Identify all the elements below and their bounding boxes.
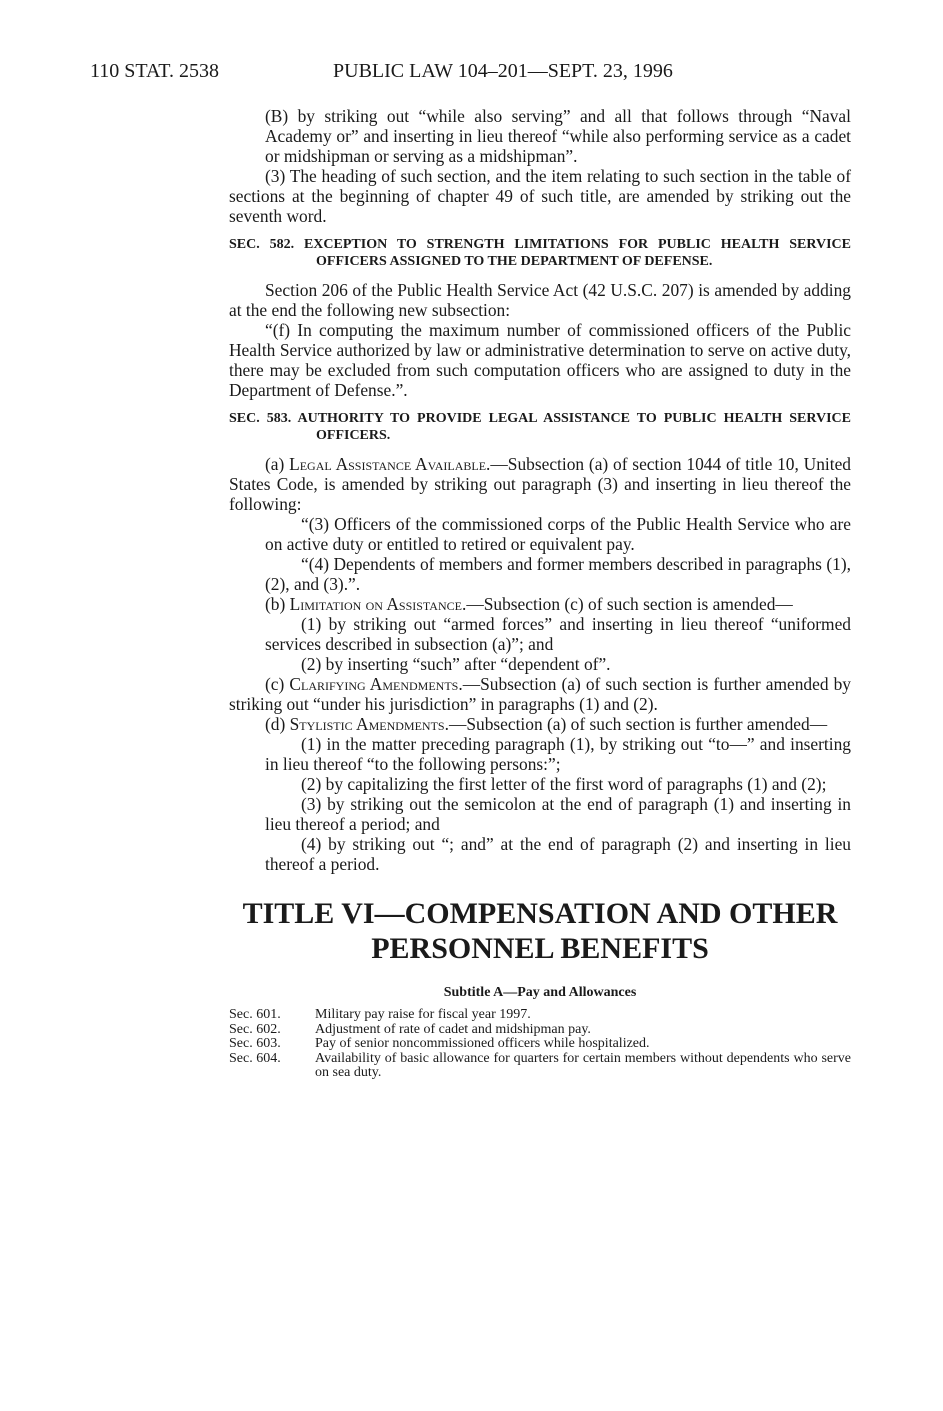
toc-section-number: Sec. 601. <box>229 1007 281 1022</box>
toc-section-title: Adjustment of rate of cadet and midshipman pay. <box>315 1021 591 1037</box>
sec-583-heading: SEC. 583. AUTHORITY TO PROVIDE LEGAL ASSISTANCE TO PUBLIC HEALTH SERVICE OFFICERS. <box>229 411 851 443</box>
page-header <box>0 60 943 86</box>
toc-section-number: Sec. 602. <box>229 1021 281 1037</box>
table-of-sections <box>229 1008 851 1081</box>
b-text: —Subsection (c) of such section is amended— <box>466 594 793 614</box>
toc-section-title: Availability of basic allowance for quarters for certain members without dependents who serve on sea duty. <box>315 1050 851 1080</box>
sec-583-a <box>229 454 851 514</box>
d-caption: Stylistic Amendments. <box>289 714 449 734</box>
toc-section-number: Sec. 603. <box>229 1036 281 1051</box>
sec-583-d <box>229 714 851 734</box>
sec-583-d-4: (4) by striking out “; and” at the end of paragraph (2) and inserting in lieu thereof a period. <box>265 834 851 874</box>
b-label: (b) <box>265 594 290 614</box>
toc-entry <box>229 1037 851 1052</box>
subtitle-a-heading: Subtitle A—Pay and Allowances <box>443 985 637 1000</box>
sec-583-d-2: (2) by capitalizing the first letter of the first word of paragraphs (1) and (2); <box>301 774 827 794</box>
law-reference: PUBLIC LAW 104–201—SEPT. 23, 1996 <box>333 60 673 82</box>
toc-entry <box>229 1023 851 1038</box>
c-label: (c) <box>265 674 290 694</box>
paragraph-3: (3) The heading of such section, and the item relating to such section in the table of sections at the beginning of chapter 49 of such title, are amended by striking out the seventh word. <box>229 166 851 226</box>
toc-section-title: Pay of senior noncommissioned officers while hospitalized. <box>315 1036 650 1051</box>
sec-583-a-quote-4: “(4) Dependents of members and former members described in paragraphs (1), (2), and (3).”. <box>265 554 851 594</box>
d-label: (d) <box>265 714 290 734</box>
c-text: —Subsection (a) of such section is further amended by striking out “under his jurisdiction” in paragraphs (1) and (2). <box>229 674 852 714</box>
sec-583-d-3: (3) by striking out the semicolon at the end of paragraph (1) and inserting in lieu thereof a period; and <box>265 794 851 834</box>
sec-583-b-2: (2) by inserting “such” after “dependent of”. <box>301 654 611 674</box>
toc-entry <box>229 1008 851 1023</box>
sec-582-heading: SEC. 582. EXCEPTION TO STRENGTH LIMITATIONS FOR PUBLIC HEALTH SERVICE OFFICERS ASSIGNED TO THE DEPARTMENT OF DEFENSE. <box>229 237 851 269</box>
a-caption: Legal Assistance Available. <box>289 454 491 474</box>
sec-582-subsection-f: “(f) In computing the maximum number of commissioned officers of the Public Health Service authorized by law or administrative determination to serve on active duty, there may be excluded from such computation officers who are assigned to duty in the Department of Defense.”. <box>229 320 851 400</box>
sec-583-d-1: (1) in the matter preceding paragraph (1), by striking out “to—” and inserting in lieu thereof “to the following persons:”; <box>265 734 851 774</box>
title-vi-heading: TITLE VI—COMPENSATION AND OTHER PERSONNEL BENEFITS <box>242 897 838 965</box>
b-caption: Limitation on Assistance. <box>289 594 467 614</box>
sec-583-b <box>229 594 851 614</box>
page-reference: 110 STAT. 2538 <box>90 60 219 82</box>
paragraph-b: (B) by striking out “while also serving” and all that follows through “Naval Academy or” and inserting in lieu thereof “while also performing service as a cadet or midshipman or serving as a midshipman”. <box>265 106 851 166</box>
a-text: —Subsection (a) of section 1044 of title 10, United States Code, is amended by striking out paragraph (3) and inserting in lieu thereof the following: <box>229 454 851 514</box>
d-text: —Subsection (a) of such section is further amended— <box>448 714 828 734</box>
toc-entry <box>229 1052 851 1081</box>
toc-section-title: Military pay raise for fiscal year 1997. <box>315 1007 531 1022</box>
toc-section-number: Sec. 604. <box>229 1050 281 1066</box>
sec-582-text: Section 206 of the Public Health Service Act (42 U.S.C. 207) is amended by adding at the end the following new subsection: <box>229 280 851 320</box>
sec-583-c <box>229 674 851 714</box>
sec-583-b-1: (1) by striking out “armed forces” and inserting in lieu thereof “uniformed services described in subsection (a)”; and <box>265 614 851 654</box>
c-caption: Clarifying Amendments. <box>289 674 463 694</box>
sec-583-a-quote-3: “(3) Officers of the commissioned corps of the Public Health Service who are on active duty or entitled to retired or equivalent pay. <box>265 514 851 554</box>
a-label: (a) <box>265 454 290 474</box>
document-body <box>229 106 851 1081</box>
